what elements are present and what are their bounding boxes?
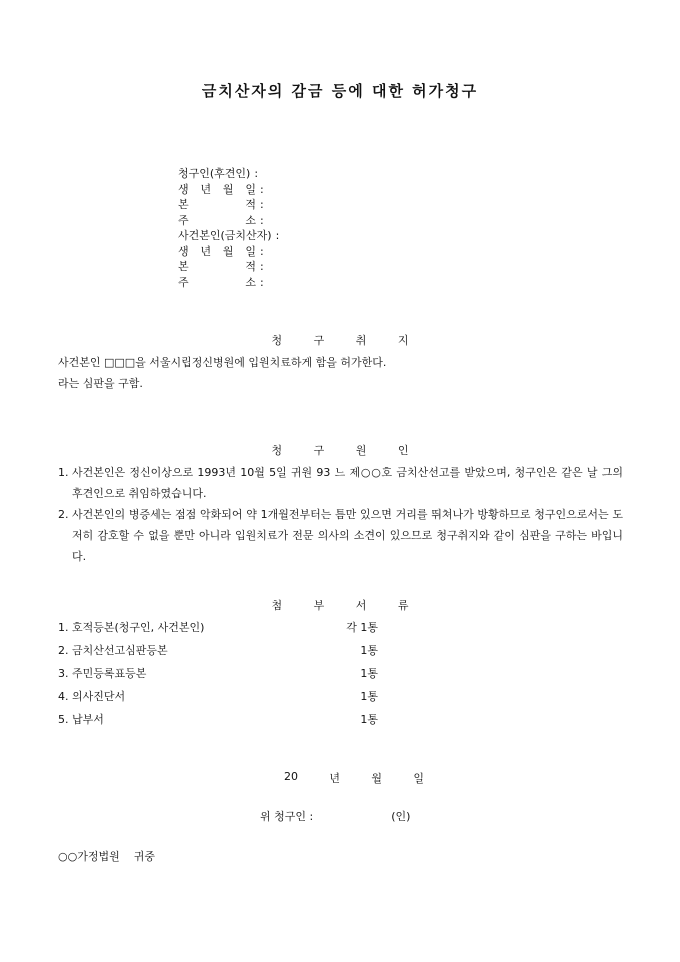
purpose-line: 라는 심판을 구함. — [58, 377, 143, 390]
attachment-item — [58, 689, 378, 712]
field-colon: : — [260, 213, 264, 227]
field-colon: : — [260, 198, 264, 211]
attachment-qty: 1통 — [360, 690, 378, 703]
attachment-name: 2. 금치산선고심판등본 — [58, 644, 168, 657]
attachment-name: 4. 의사진단서 — [58, 690, 126, 703]
court-name: ○○가정법원 — [58, 850, 120, 863]
attachment-item — [58, 643, 378, 666]
field-label: 본 적 — [178, 198, 256, 211]
attachment-qty: 1통 — [360, 713, 378, 726]
party-row — [178, 259, 279, 275]
item-text: 사건본인은 정신이상으로 1993년 10월 5일 귀원 93 느 제○○호 금치산선고를 받았으며, 청구인은 같은 날 그의 후견인으로 취임하였습니다. — [72, 466, 623, 500]
field-label: 주 소 — [178, 213, 256, 227]
field-label: 사건본인(금치산자) — [178, 229, 272, 242]
field-colon: : — [260, 182, 264, 196]
attachment-name: 5. 납부서 — [58, 713, 104, 726]
court-addressee — [58, 848, 155, 864]
date-year: 20 — [284, 770, 298, 783]
purpose-line: 사건본인 □□□을 서울시립정신병원에 입원치료하게 함을 허가한다. — [58, 356, 387, 369]
document-title: 금치산자의 감금 등에 대한 허가청구 — [201, 82, 479, 100]
attachment-name: 3. 주민등록표등본 — [58, 667, 147, 680]
filing-date — [284, 770, 424, 786]
item-text: 사건본인의 병증세는 점점 악화되어 약 1개월전부터는 틈만 있으면 거리를 뛰쳐나가 방황하므로 청구인으로서는 도저히 감호할 수 없을 뿐만 아니라 입원치료가 전문 의사의 소견이 있으므로 청구취지와 같이 심판을 구하는 바입니다. — [72, 508, 623, 563]
item-number: 2. — [58, 508, 69, 521]
signature-line — [260, 808, 410, 824]
purpose-heading: 청 구 취 지 — [271, 334, 423, 347]
cause-list — [58, 462, 623, 567]
signature-label: 위 청구인 : — [260, 810, 314, 823]
party-row — [178, 213, 279, 229]
field-label: 생 년 월 일 — [178, 182, 256, 196]
field-label: 주 소 — [178, 275, 256, 289]
party-row — [178, 244, 279, 260]
date-year-unit: 년 — [329, 772, 340, 785]
attachment-item — [58, 620, 378, 643]
field-label: 청구인(후견인) — [178, 167, 251, 180]
party-info — [178, 166, 279, 290]
attachment-qty: 1통 — [360, 667, 378, 680]
cause-item — [58, 504, 623, 567]
field-colon: : — [260, 244, 264, 258]
attachment-item — [58, 712, 378, 735]
attachments-heading: 첨 부 서 류 — [271, 599, 423, 612]
cause-heading: 청 구 원 인 — [271, 444, 423, 457]
field-label: 생 년 월 일 — [178, 244, 256, 258]
item-number: 1. — [58, 466, 69, 479]
attachment-qty: 1통 — [360, 644, 378, 657]
field-colon: : — [275, 229, 280, 242]
party-row — [178, 275, 279, 291]
date-month-unit: 월 — [371, 772, 382, 785]
party-row — [178, 182, 279, 198]
party-row — [178, 228, 279, 244]
field-colon: : — [260, 260, 264, 273]
attachment-qty: 각 1통 — [346, 621, 378, 634]
party-row — [178, 197, 279, 213]
date-day-unit: 일 — [413, 772, 424, 785]
seal-mark: (인) — [391, 810, 411, 823]
attachments-list — [58, 620, 378, 735]
purpose-text — [58, 352, 628, 394]
field-colon: : — [254, 167, 259, 180]
attachment-name: 1. 호적등본(청구인, 사건본인) — [58, 621, 205, 634]
cause-item — [58, 462, 623, 504]
field-label: 본 적 — [178, 260, 256, 273]
field-colon: : — [260, 275, 264, 289]
attachment-item — [58, 666, 378, 689]
court-suffix: 귀중 — [133, 850, 155, 863]
party-row — [178, 166, 279, 182]
